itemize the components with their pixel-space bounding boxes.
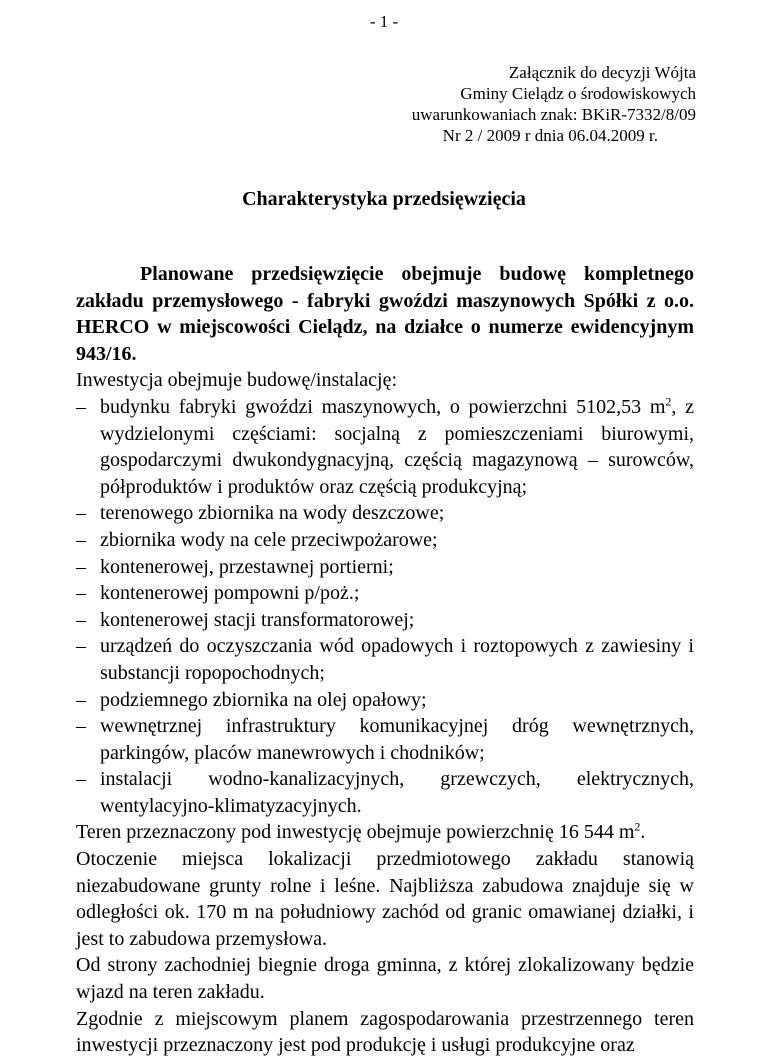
- list-item: – zbiornika wody na cele przeciwpożarowe;: [76, 527, 694, 554]
- list-item: – wewnętrznej infrastruktury komunikacyjnej dróg wewnętrznych, parkingów, placów manewrowych i chodników;: [76, 713, 694, 766]
- annex-line: Nr 2 / 2009 r dnia 06.04.2009 r.: [442, 126, 658, 145]
- annex-line: Załącznik do decyzji Wójta: [508, 63, 696, 82]
- road-paragraph: Od strony zachodniej biegnie droga gminna, z której zlokalizowany będzie wjazd na teren zakładu.: [76, 954, 694, 1004]
- plan-paragraph: Zgodnie z miejscowym planem zagospodarowania przestrzennego teren inwestycji przeznaczony jest pod produkcję i usługi produkcyjne oraz: [76, 1007, 694, 1057]
- list-item: – terenowego zbiornika na wody deszczowe;: [76, 500, 694, 527]
- investment-list: [76, 394, 694, 820]
- list-item: – kontenerowej stacji transformatorowej;: [76, 607, 694, 634]
- list-item: – urządzeń do oczyszczania wód opadowych i roztopowych z zawiesiny i substancji ropopochodnych;: [76, 633, 694, 686]
- lead-paragraph: Planowane przedsięwzięcie obejmuje budowę kompletnego zakładu przemysłowego - fabryki gwoździ maszynowych Spółki z o.o. HERCO w miejscowości Cielądz, na działce o numerze ewidencyjnym 943/16.: [76, 263, 694, 365]
- list-item: – kontenerowej pompowni p/poż.;: [76, 580, 694, 607]
- document-body: [76, 261, 694, 1059]
- page-number: - 1 -: [369, 12, 399, 31]
- list-item: – budynku fabryki gwoździ maszynowych, o powierzchni 5102,53 $m^2$, z wydzielonymi częściami: socjalną z pomieszczeniami biurowymi, gospodarczymi dwukondygnacyjną, częścią magazynową – surowców, półproduktów i produktów oraz częścią produkcyjną;: [76, 394, 694, 500]
- document-title: Charakterystyka przedsięwzięcia: [242, 188, 526, 210]
- area-paragraph: Teren przeznaczony pod inwestycję obejmuje powierzchnię 16 544 $m^2$.: [76, 819, 646, 844]
- list-item: – podziemnego zbiornika na olej opałowy;: [76, 687, 694, 714]
- surroundings-paragraph: Otoczenie miejsca lokalizacji przedmiotowego zakładu stanowią niezabudowane grunty rolne i leśne. Najbliższa zabudowa znajduje się w odległości ok. 170 m na południowy zachód od granic omawianej działki, i jest to zabudowa przemysłowa.: [76, 848, 694, 950]
- annex-line: uwarunkowaniach znak: BKiR-7332/8/09: [411, 105, 696, 124]
- list-item: – kontenerowej, przestawnej portierni;: [76, 554, 694, 581]
- annex-line: Gminy Cielądz o środowiskowych: [460, 84, 696, 103]
- investment-intro: Inwestycja obejmuje budowę/instalację:: [76, 369, 398, 392]
- annex-reference: [412, 62, 696, 146]
- list-item: – instalacji wodno-kanalizacyjnych, grzewczych, elektrycznych, wentylacyjno-klimatyzacyjnych.: [76, 766, 694, 819]
